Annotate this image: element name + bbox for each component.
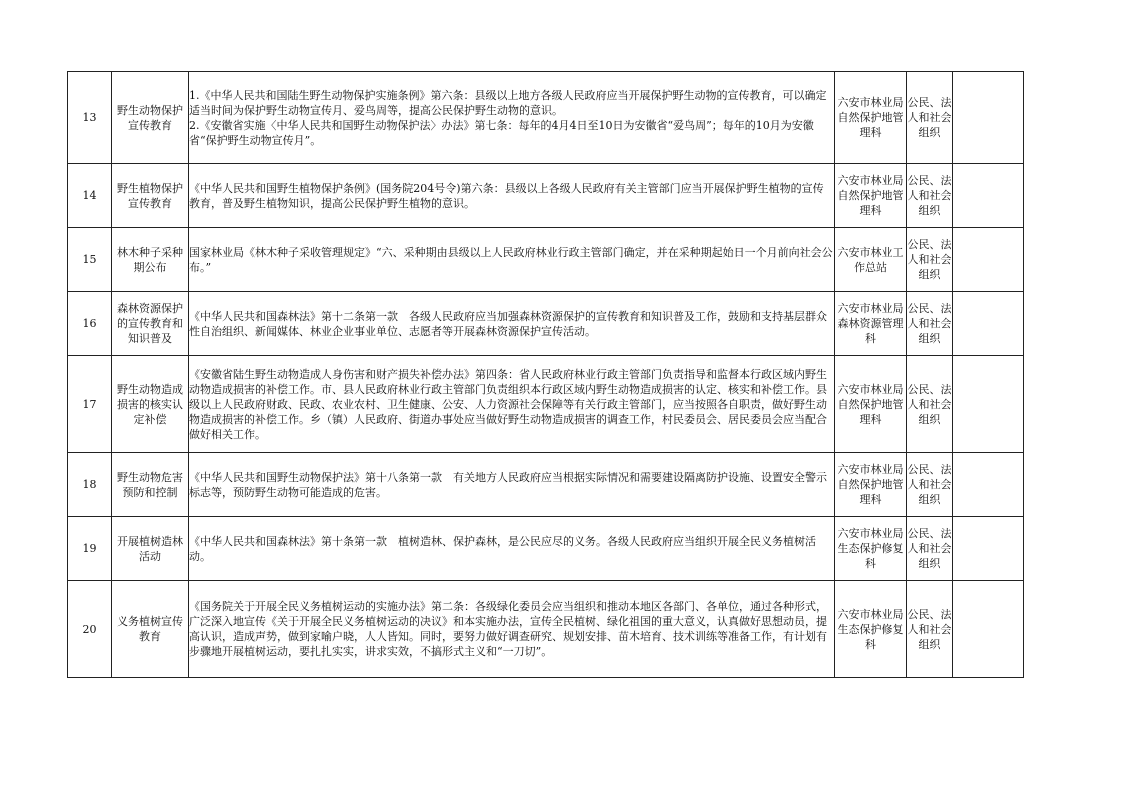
remarks-cell xyxy=(953,453,1024,517)
table-row xyxy=(68,517,1024,581)
remarks-cell xyxy=(953,581,1024,678)
service-target-cell xyxy=(907,228,953,292)
service-target-text: 公民、法人和社会组织 xyxy=(907,302,952,345)
row-number-cell: 19 xyxy=(68,517,112,581)
remarks-cell xyxy=(953,228,1024,292)
department-cell: 六安市林业局自然保护地管理科 xyxy=(835,453,907,517)
legal-basis-cell xyxy=(189,228,835,292)
legal-basis-paragraph: 1.《中华人民共和国陆生野生动物保护实施条例》第六条：县级以上地方各级人民政府应当开展保护野生动物的宣传教育，可以确定适当时间为保护野生动物宣传月、爱鸟周等，提高公民保护野生动物的意识。 xyxy=(189,88,827,117)
service-target-text: 公民、法人和社会组织 xyxy=(907,382,952,426)
row-number-cell: 13 xyxy=(68,72,112,164)
table-row xyxy=(68,453,1024,517)
legal-basis-cell xyxy=(189,292,835,356)
legal-basis-paragraph: 2.《安徽省实施〈中华人民共和国野生动物保护法〉办法》第七条：每年的4月4日至10日为安徽省“爱鸟周”；每年的10月为安徽省“保护野生动物宣传月”。 xyxy=(189,118,814,147)
table-row xyxy=(68,292,1024,356)
remarks-cell xyxy=(953,72,1024,164)
legal-basis-paragraph: 国家林业局《林木种子采收管理规定》“六、采种期由县级以上人民政府林业行政主管部门确定，并在采种期起始日一个月前向社会公布。” xyxy=(189,245,833,274)
public-service-table xyxy=(67,71,1024,678)
service-target-cell xyxy=(907,292,953,356)
department-cell: 六安市林业局生态保护修复科 xyxy=(835,581,907,678)
legal-basis-paragraph: 《中华人民共和国野生植物保护条例》(国务院204号令)第六条：县级以上各级人民政府有关主管部门应当开展保护野生植物的宣传教育，普及野生植物知识，提高公民保护野生植物的意识。 xyxy=(189,181,824,210)
remarks-cell xyxy=(953,292,1024,356)
service-target-text: 公民、法人和社会组织 xyxy=(907,238,952,281)
row-number-cell: 17 xyxy=(68,356,112,453)
department-cell: 六安市林业局生态保护修复科 xyxy=(835,517,907,581)
legal-basis-paragraph: 《国务院关于开展全民义务植树运动的实施办法》第二条：各级绿化委员会应当组织和推动本地区各部门、各单位，通过各种形式，广泛深入地宣传《关于开展全民义务植树运动的决议》和本实施办法，宣传全民植树、绿化祖国的重大意义，认真做好思想动员，提高认识，造成声势，做到家喻户晓，人人皆知。同时，要努力做好调查研究、规划安排、苗木培育、技术训练等准备工作，有计划有步骤地开展植树运动，要扎扎实实，讲求实效，不搞形式主义和“一刀切”。 xyxy=(189,600,827,658)
row-number-cell: 15 xyxy=(68,228,112,292)
row-number-cell: 14 xyxy=(68,164,112,228)
legal-basis-paragraph: 《中华人民共和国森林法》第十二条第一款 各级人民政府应当加强森林资源保护的宣传教育和知识普及工作，鼓励和支持基层群众性自治组织、新闻媒体、林业企业事业单位、志愿者等开展森林资源保护宣传活动。 xyxy=(189,309,827,338)
row-number-cell: 18 xyxy=(68,453,112,517)
item-name-cell: 森林资源保护的宣传教育和知识普及 xyxy=(112,292,189,356)
table-row xyxy=(68,581,1024,678)
table-row xyxy=(68,164,1024,228)
legal-basis-cell xyxy=(189,164,835,228)
service-target-cell xyxy=(907,72,953,164)
department-cell: 六安市林业局自然保护地管理科 xyxy=(835,356,907,453)
table-row xyxy=(68,228,1024,292)
legal-basis-cell xyxy=(189,356,835,453)
service-target-cell xyxy=(907,581,953,678)
service-target-cell xyxy=(907,453,953,517)
legal-basis-paragraph: 《中华人民共和国森林法》第十条第一款 植树造林、保护森林，是公民应尽的义务。各级人民政府应当组织开展全民义务植树活动。 xyxy=(189,534,816,563)
legal-basis-paragraph: 《中华人民共和国野生动物保护法》第十八条第一款 有关地方人民政府应当根据实际情况和需要建设隔离防护设施、设置安全警示标志等，预防野生动物可能造成的危害。 xyxy=(189,470,827,499)
department-cell: 六安市林业局自然保护地管理科 xyxy=(835,164,907,228)
row-number-cell: 20 xyxy=(68,581,112,678)
department-cell: 六安市林业局自然保护地管理科 xyxy=(835,72,907,164)
item-name-cell: 开展植树造林活动 xyxy=(112,517,189,581)
legal-basis-paragraph: 《安徽省陆生野生动物造成人身伤害和财产损失补偿办法》第四条：省人民政府林业行政主管部门负责指导和监督本行政区域内野生动物造成损害的补偿工作。市、县人民政府林业行政主管部门负责组织本行政区域内野生动物造成损害的认定、核实和补偿工作。县级以上人民政府财政、民政、农业农村、卫生健康、公安、人力资源社会保障等有关行政主管部门，应当按照各自职责，做好野生动物造成损害的补偿工作。乡（镇）人民政府、街道办事处应当做好野生动物造成损害的调查工作，村民委员会、居民委员会应当配合做好相关工作。 xyxy=(189,367,827,441)
row-number-cell: 16 xyxy=(68,292,112,356)
item-name-cell: 野生动物保护宣传教育 xyxy=(112,72,189,164)
legal-basis-cell xyxy=(189,453,835,517)
service-target-cell xyxy=(907,164,953,228)
legal-basis-cell xyxy=(189,581,835,678)
table-body xyxy=(68,72,1024,678)
item-name-cell: 野生动物造成损害的核实认定补偿 xyxy=(112,356,189,453)
service-target-cell xyxy=(907,517,953,581)
legal-basis-cell xyxy=(189,72,835,164)
service-target-text: 公民、法人和社会组织 xyxy=(907,607,952,651)
item-name-cell: 野生动物危害预防和控制 xyxy=(112,453,189,517)
service-target-text: 公民、法人和社会组织 xyxy=(907,527,952,570)
table-row xyxy=(68,72,1024,164)
item-name-cell: 义务植树宣传教育 xyxy=(112,581,189,678)
remarks-cell xyxy=(953,356,1024,453)
service-target-text: 公民、法人和社会组织 xyxy=(907,96,952,139)
remarks-cell xyxy=(953,164,1024,228)
table-row xyxy=(68,356,1024,453)
item-name-cell: 林木种子采种期公布 xyxy=(112,228,189,292)
service-target-text: 公民、法人和社会组织 xyxy=(907,463,952,506)
legal-basis-cell xyxy=(189,517,835,581)
department-cell: 六安市林业局森林资源管理科 xyxy=(835,292,907,356)
department-cell: 六安市林业工作总站 xyxy=(835,228,907,292)
service-target-text: 公民、法人和社会组织 xyxy=(907,174,952,217)
service-target-cell xyxy=(907,356,953,453)
item-name-cell: 野生植物保护宣传教育 xyxy=(112,164,189,228)
remarks-cell xyxy=(953,517,1024,581)
